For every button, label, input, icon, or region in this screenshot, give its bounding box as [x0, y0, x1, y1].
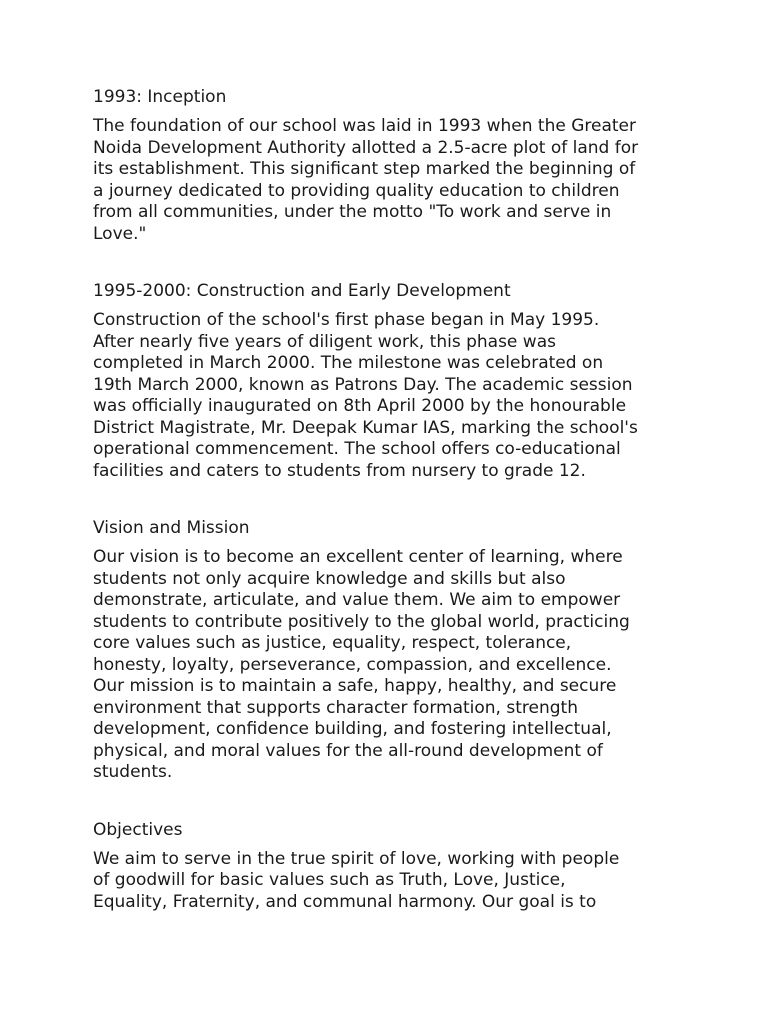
text-line: Love." [93, 223, 147, 244]
text-line: students not only acquire knowledge and skills but also [93, 568, 566, 589]
text-line: We aim to serve in the true spirit of love, working with people [93, 848, 620, 869]
section-vision-mission [93, 517, 683, 784]
section-heading: 1995-2000: Construction and Early Development [93, 281, 511, 301]
text-line: 19th March 2000, known as Patrons Day. The academic session [93, 374, 633, 395]
text-line: demonstrate, articulate, and value them. We aim to empower [93, 590, 621, 610]
text-line: was officially inaugurated on 8th April 2000 by the honourable [93, 396, 627, 416]
section-heading: 1993: Inception [93, 87, 227, 107]
text-line: development, confidence building, and fostering intellectual, [93, 719, 612, 739]
section-construction [93, 280, 683, 482]
section-paragraph [93, 310, 683, 482]
text-line: After nearly five years of diligent work, this phase was [93, 331, 556, 352]
section-paragraph [93, 849, 683, 914]
text-line: core values such as justice, equality, respect, tolerance, [93, 633, 572, 653]
section-paragraph [93, 547, 683, 784]
text-line: honesty, loyalty, perseverance, compassion, and excellence. [93, 654, 612, 675]
document-content [93, 86, 683, 948]
text-line: Construction of the school's first phase began in May 1995. [93, 310, 600, 330]
section-paragraph [93, 116, 683, 245]
text-line: students. [93, 762, 173, 782]
text-line: Our vision is to become an excellent center of learning, where [93, 547, 623, 567]
text-line: District Magistrate, Mr. Deepak Kumar IAS, marking the school's [93, 417, 638, 438]
text-line: its establishment. This significant step marked the beginning of [93, 159, 636, 179]
text-line: Our mission is to maintain a safe, happy, healthy, and secure [93, 676, 617, 696]
section-inception [93, 86, 683, 245]
text-line: from all communities, under the motto "To work and serve in [93, 202, 612, 222]
text-line: a journey dedicated to providing quality education to children [93, 180, 620, 201]
section-objectives [93, 819, 683, 914]
section-heading: Objectives [93, 819, 183, 840]
text-line: students to contribute positively to the global world, practicing [93, 611, 630, 632]
section-heading: Vision and Mission [93, 518, 250, 538]
text-line: environment that supports character formation, strength [93, 697, 578, 718]
text-line: Noida Development Authority allotted a 2.5-acre plot of land for [93, 137, 639, 158]
text-line: The foundation of our school was laid in 1993 when the Greater [93, 116, 637, 136]
text-line: Equality, Fraternity, and communal harmony. Our goal is to [93, 891, 597, 912]
text-line: facilities and caters to students from nursery to grade 12. [93, 460, 586, 481]
text-line: of goodwill for basic values such as Truth, Love, Justice, [93, 870, 566, 890]
text-line: physical, and moral values for the all-round development of [93, 740, 603, 761]
text-line: completed in March 2000. The milestone was celebrated on [93, 353, 604, 373]
text-line: operational commencement. The school offers co-educational [93, 439, 621, 459]
